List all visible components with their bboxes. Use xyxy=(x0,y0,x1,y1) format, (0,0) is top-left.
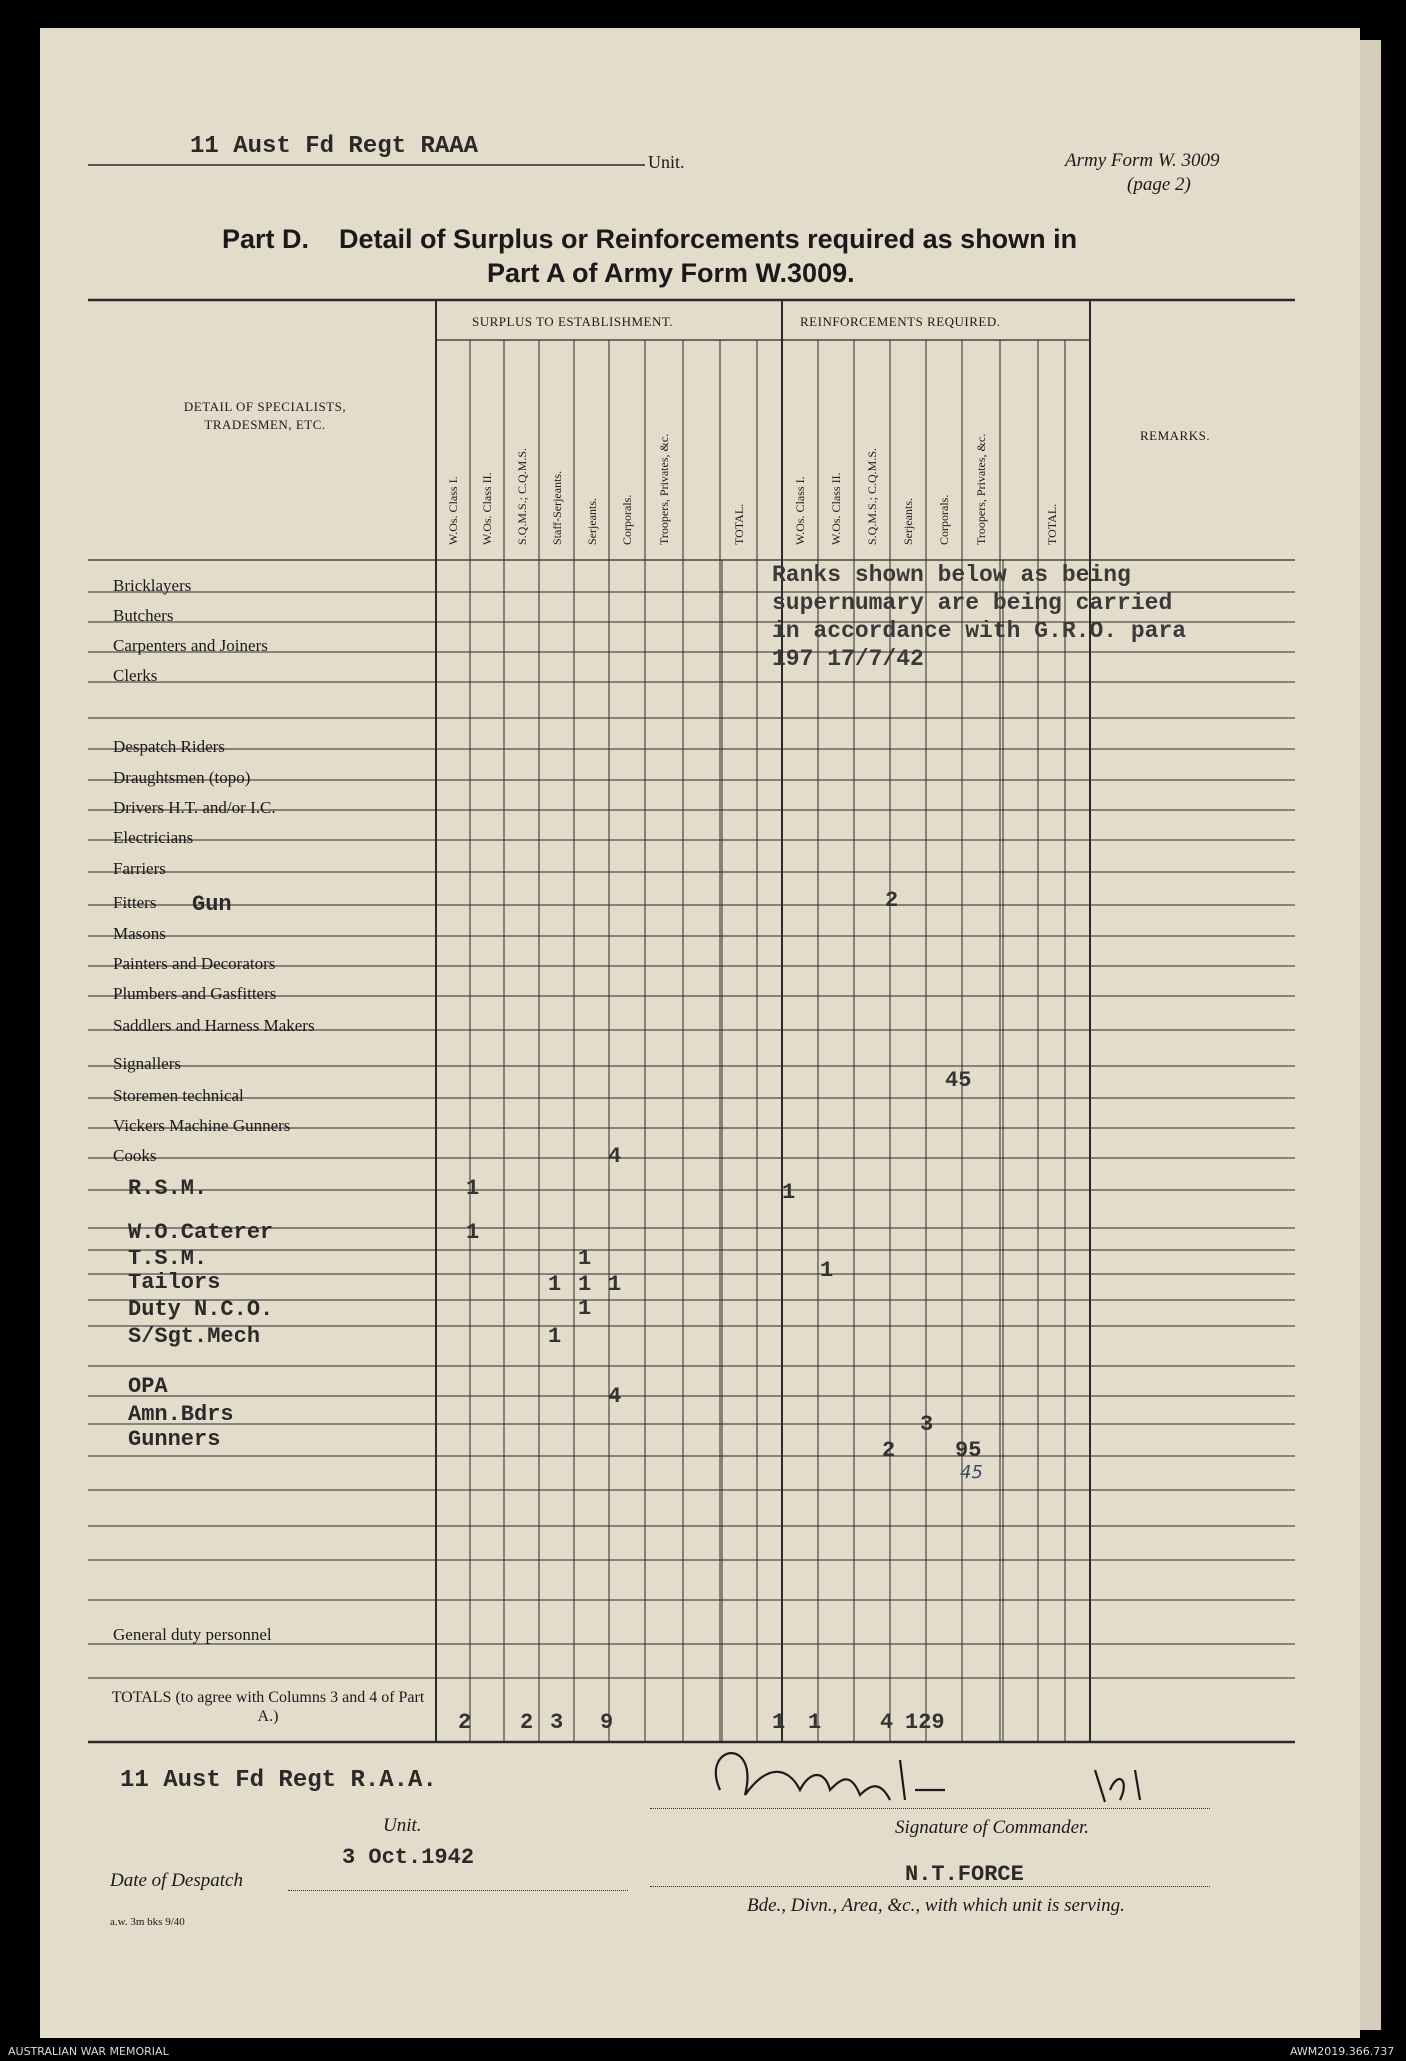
footer-unit-typed: 11 Aust Fd Regt R.A.A. xyxy=(120,1767,437,1794)
surplus-header: SURPLUS TO ESTABLISHMENT. xyxy=(472,314,674,329)
unit-label: Unit. xyxy=(648,152,685,172)
row-label-plumbers-and-gasfitters: Plumbers and Gasfitters xyxy=(113,984,277,1003)
reinforcement-column-2: W.Os. Class II. xyxy=(829,472,843,545)
typed-row-7: Amn.Bdrs xyxy=(128,1402,234,1427)
surplus-column-2: W.Os. Class II. xyxy=(480,472,494,545)
reinforcement-column-3: S.Q.M.S.; C.Q.M.S. xyxy=(865,447,879,545)
typed-row-0: R.S.M. xyxy=(128,1176,208,1201)
cell-s-sgt-mech-surplus-staff-serjeants: 1 xyxy=(548,1324,562,1349)
reinforcement-column-8: TOTAL. xyxy=(1044,503,1059,545)
remark-note-line-4: 197 17/7/42 xyxy=(772,646,924,672)
page-reference: (page 2) xyxy=(1127,174,1191,195)
cell-tailors-surplus-staff-serjeants: 1 xyxy=(548,1272,562,1297)
cell-total-reinf-serjeants: 4 xyxy=(880,1710,894,1735)
fitters-gun-typed: Gun xyxy=(192,892,232,917)
cell-total-surplus-sqms: 2 xyxy=(520,1710,534,1735)
detail-column-header-text: DETAIL OF SPECIALISTS, TRADESMEN, ETC. xyxy=(183,399,347,432)
row-label-bricklayers: Bricklayers xyxy=(113,576,192,595)
cell-amn-bdrs-reinforcements-corporals: 3 xyxy=(920,1412,934,1437)
typed-row-1: W.O.Caterer xyxy=(128,1220,274,1245)
cell-rsm-reinforcements-wo1: 1 xyxy=(782,1180,796,1205)
cell-gunners-handwritten-correction: 45 xyxy=(960,1462,983,1483)
cell-total-surplus-corporals: 9 xyxy=(600,1710,614,1735)
row-label-despatch-riders: Despatch Riders xyxy=(113,737,225,756)
form-reference: Army Form W. 3009 xyxy=(1065,150,1220,171)
remark-note-line-3: in accordance with G.R.O. para xyxy=(772,618,1187,644)
totals-label-text: TOTALS (to agree with Columns 3 and 4 of Part A.) xyxy=(111,1689,425,1725)
cell-total-reinf-troopers: 129 xyxy=(905,1710,945,1735)
row-label-saddlers-and-harness-makers: Saddlers and Harness Makers xyxy=(113,1016,315,1035)
cell-tailors-surplus-serjeants: 1 xyxy=(578,1272,592,1297)
cell-gunners-reinforcements-serjeants: 2 xyxy=(882,1438,896,1463)
row-label-draughtsmen-topo: Draughtsmen (topo) xyxy=(113,768,251,787)
cell-rsm-surplus-wo1: 1 xyxy=(466,1176,480,1201)
cell-total-reinf-wo1: 1 xyxy=(772,1710,786,1735)
form-title-line2: Part A of Army Form W.3009. xyxy=(487,258,855,288)
remark-note-line-2: supernumary are being carried xyxy=(772,590,1173,616)
row-label-fitters: Fitters xyxy=(113,893,157,912)
cell-gunners-reinforcements-troopers: 95 xyxy=(955,1438,982,1463)
general-duty-label: General duty personnel xyxy=(113,1625,272,1644)
cell-storemen-reinforcements-troopers: 45 xyxy=(945,1068,972,1093)
formation-typed: N.T.FORCE xyxy=(905,1862,1024,1887)
cell-total-surplus-wo1: 2 xyxy=(458,1710,472,1735)
row-label-masons: Masons xyxy=(113,924,166,943)
reinforcement-column-5: Corporals. xyxy=(937,494,951,545)
surplus-column-9: TOTAL. xyxy=(731,503,746,545)
signature-label: Signature of Commander. xyxy=(895,1817,1090,1838)
row-label-painters-and-decorators: Painters and Decorators xyxy=(113,954,276,973)
cell-tailors-surplus-corporals: 1 xyxy=(608,1272,622,1297)
cell-tsm-reinforcements-wo2: 1 xyxy=(820,1258,834,1283)
cell-duty-nco-surplus-serjeants: 1 xyxy=(578,1296,592,1321)
typed-row-6: OPA xyxy=(128,1374,168,1399)
despatch-date-label: Date of Despatch xyxy=(110,1870,243,1891)
footer-unit-label: Unit. xyxy=(383,1815,422,1836)
surplus-column-4: Staff-Serjeants. xyxy=(549,470,564,545)
row-label-storemen-technical: Storemen technical xyxy=(113,1086,244,1105)
row-label-farriers: Farriers xyxy=(113,859,166,878)
cell-wo-caterer-surplus-wo1: 1 xyxy=(466,1220,480,1245)
remark-note-line-1: Ranks shown below as being xyxy=(772,562,1131,588)
cell-cooks-surplus-corporals: 4 xyxy=(608,1144,622,1169)
remarks-header: REMARKS. xyxy=(1140,428,1211,443)
reinforcements-header: REINFORCEMENTS REQUIRED. xyxy=(800,314,1001,329)
surplus-column-7: Troopers, Privates, &c. xyxy=(657,433,671,545)
cell-fitters-reinforcements-serjeants: 2 xyxy=(885,888,899,913)
cell-total-surplus-staff-serjeants: 3 xyxy=(550,1710,564,1735)
row-label-clerks: Clerks xyxy=(113,666,158,685)
row-label-vickers-machine-gunners: Vickers Machine Gunners xyxy=(113,1116,291,1135)
row-label-drivers-h-t-and-or-i-c: Drivers H.T. and/or I.C. xyxy=(113,798,276,817)
cell-tsm-surplus-serjeants: 1 xyxy=(578,1246,592,1271)
formation-label: Bde., Divn., Area, &c., with which unit is serving. xyxy=(747,1895,1125,1916)
signature-line xyxy=(650,1808,1210,1809)
print-code: a.w. 3m bks 9/40 xyxy=(110,1916,185,1928)
unit-name-typed: 11 Aust Fd Regt RAAA xyxy=(190,133,479,160)
archive-caption-left: AUSTRALIAN WAR MEMORIAL xyxy=(8,2045,169,2058)
reinforcement-column-6: Troopers, Privates, &c. xyxy=(974,433,988,545)
form-title-line1: Part D. Detail of Surplus or Reinforcements required as shown in xyxy=(222,224,1078,254)
row-label-signallers: Signallers xyxy=(113,1054,181,1073)
despatch-date-typed: 3 Oct.1942 xyxy=(342,1845,475,1870)
typed-row-5: S/Sgt.Mech xyxy=(128,1324,261,1349)
surplus-column-5: Serjeants. xyxy=(584,498,599,545)
row-label-butchers: Butchers xyxy=(113,606,174,625)
reinforcement-column-4: Serjeants. xyxy=(901,498,915,545)
typed-row-3: Tailors xyxy=(128,1270,221,1295)
surplus-column-1: W.Os. Class I. xyxy=(446,476,460,545)
reinforcement-column-1: W.Os. Class I. xyxy=(793,476,807,545)
formation-line xyxy=(650,1886,1210,1887)
surplus-column-6: Corporals. xyxy=(620,494,634,545)
archive-caption-right: AWM2019.366.737 xyxy=(1290,2045,1395,2058)
row-label-cooks: Cooks xyxy=(113,1146,157,1165)
row-label-carpenters-and-joiners: Carpenters and Joiners xyxy=(113,636,268,655)
typed-row-2: T.S.M. xyxy=(128,1246,208,1271)
surplus-column-3: S.Q.M.S.; C.Q.M.S. xyxy=(514,447,529,545)
cell-opa-surplus-corporals: 4 xyxy=(608,1384,622,1409)
cell-total-reinf-wo2: 1 xyxy=(808,1710,822,1735)
typed-row-8: Gunners xyxy=(128,1427,221,1452)
row-label-electricians: Electricians xyxy=(113,828,194,847)
typed-row-4: Duty N.C.O. xyxy=(128,1297,274,1322)
